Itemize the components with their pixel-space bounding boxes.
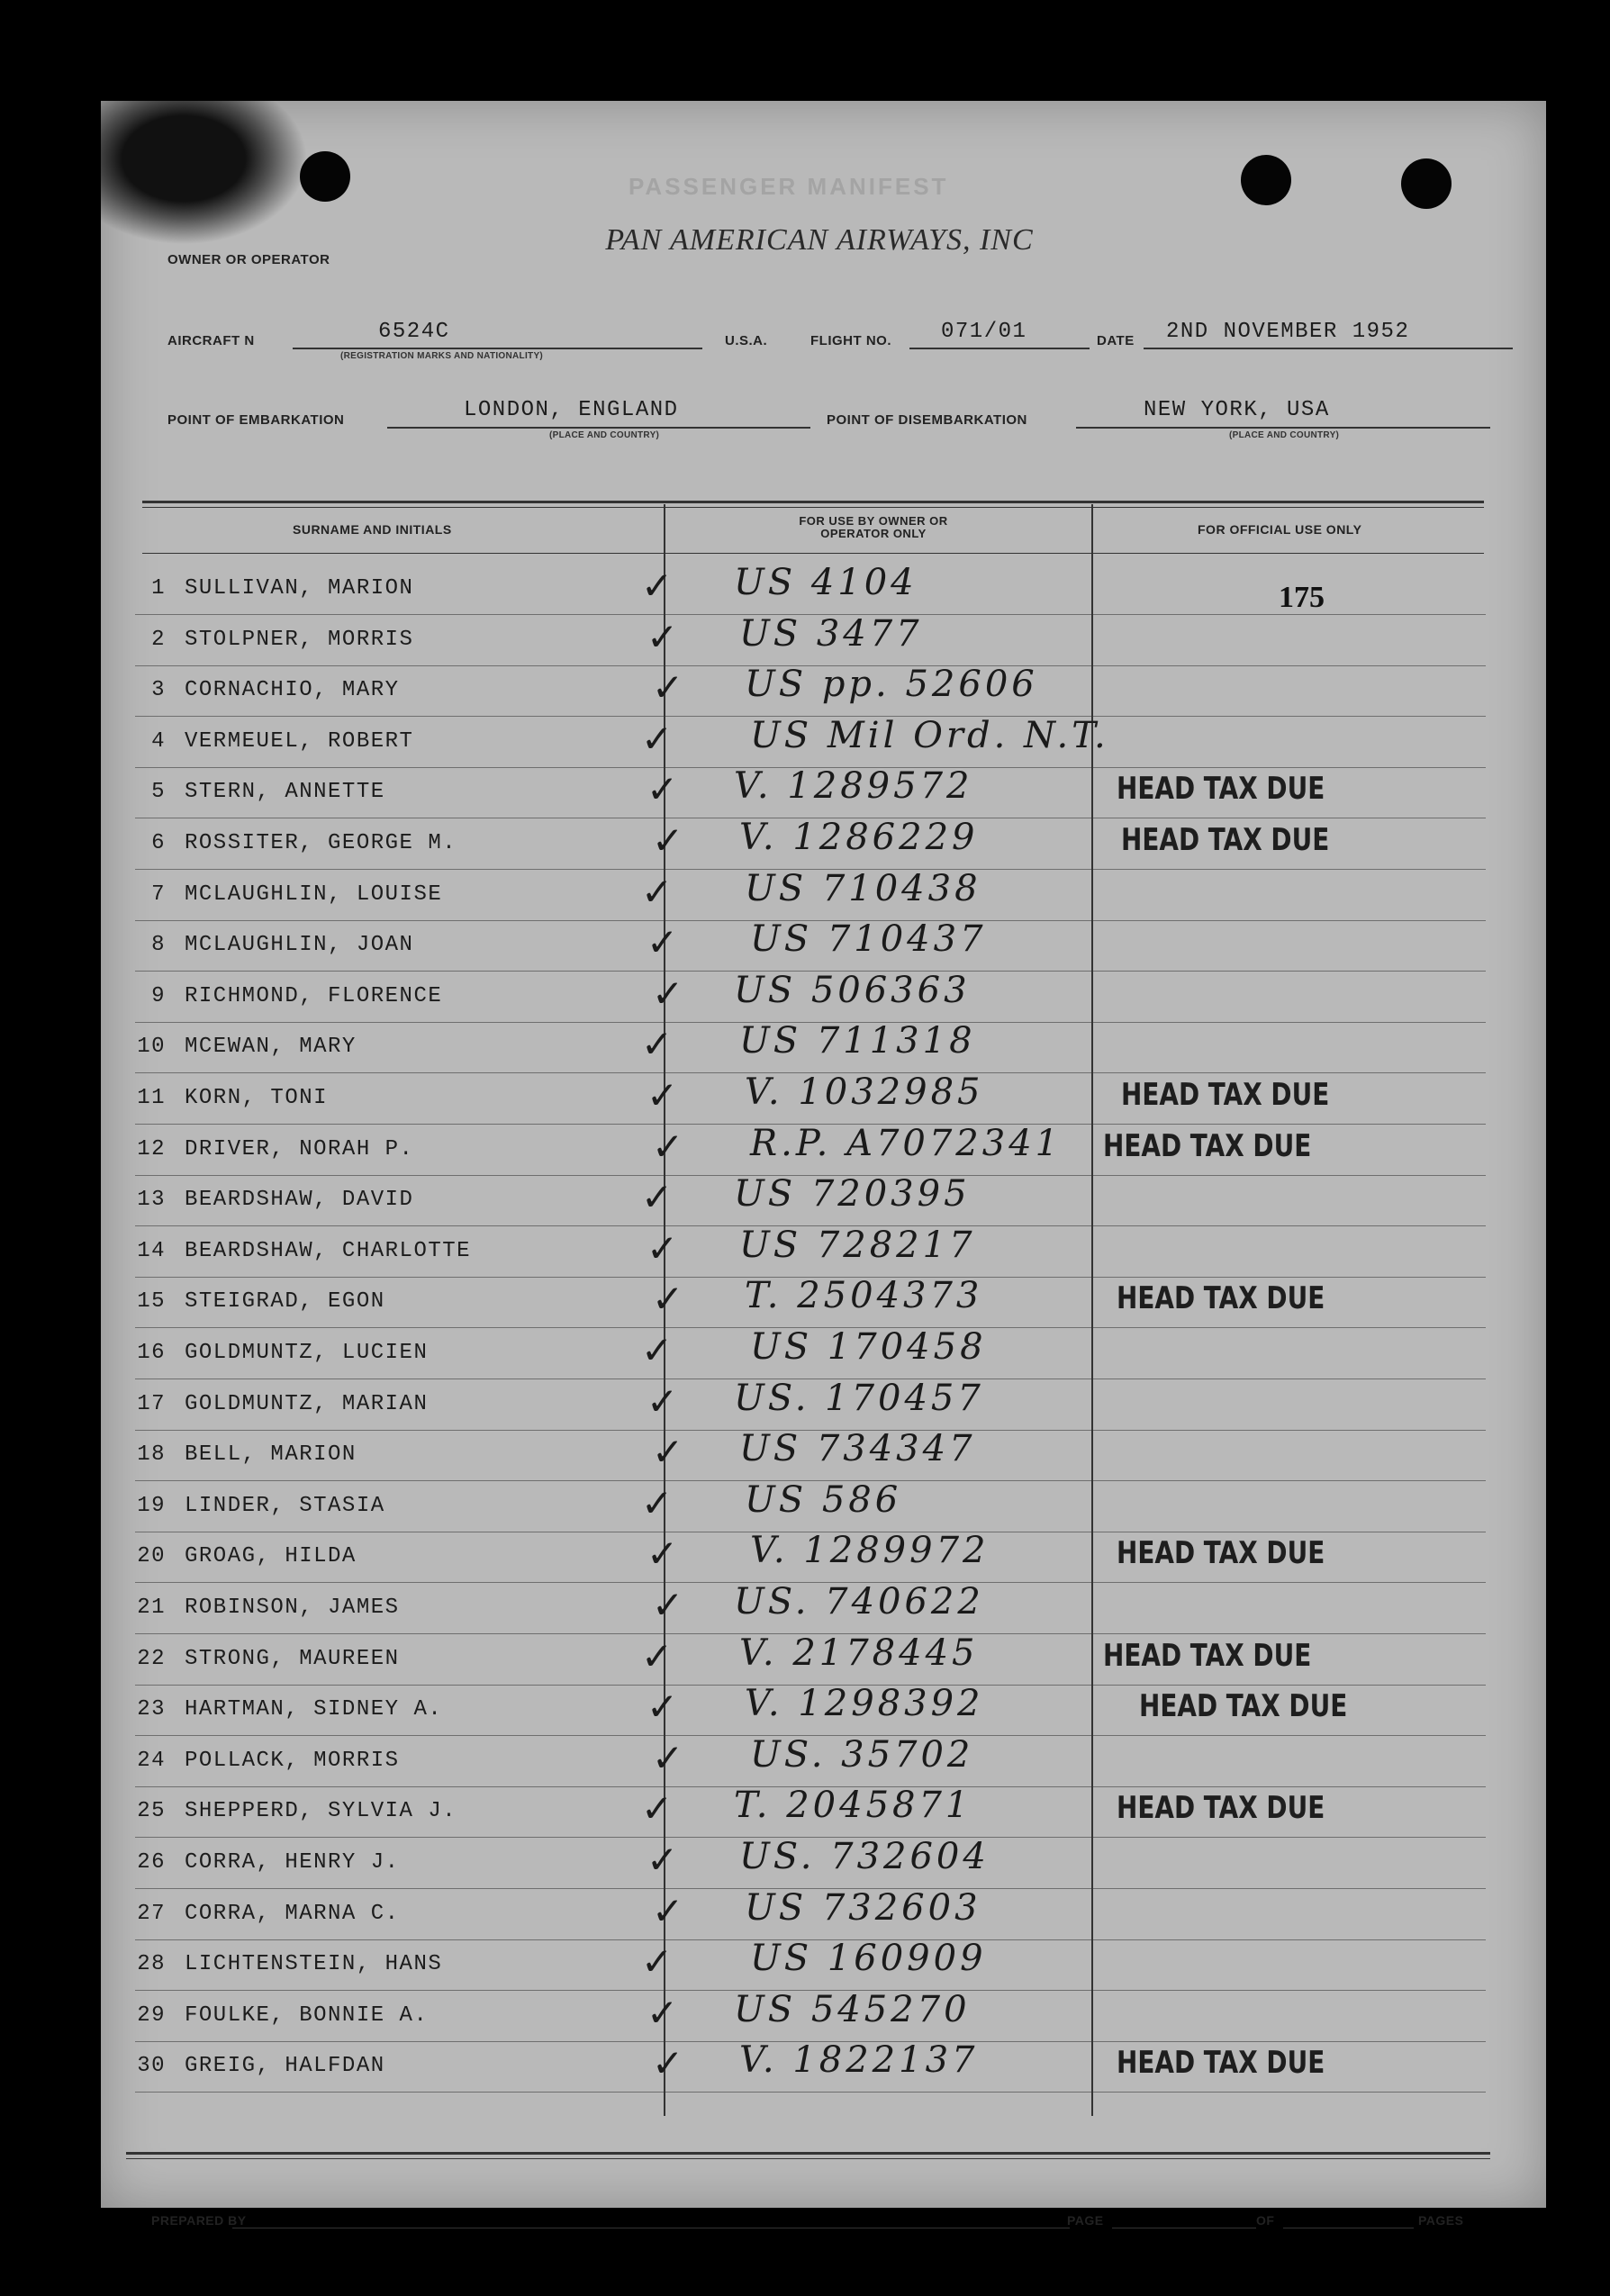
flight-label: FLIGHT NO. xyxy=(810,333,891,348)
row-number: 7 xyxy=(151,882,166,907)
embark-line xyxy=(387,427,810,429)
row-number: 25 xyxy=(137,1799,166,1823)
aircraft-line xyxy=(293,348,702,349)
document-number: R.P. A7072341 xyxy=(750,1123,1063,1164)
passenger-name: KORN, TONI xyxy=(185,1086,329,1110)
date-value: 2ND NOVEMBER 1952 xyxy=(1166,320,1410,344)
passenger-name: BEARDSHAW, DAVID xyxy=(185,1188,414,1212)
owner-label: OWNER OR OPERATOR xyxy=(167,252,330,267)
punch-hole xyxy=(300,151,350,202)
checkmark-icon: ✓ xyxy=(652,665,684,710)
head-tax-stamp: HEAD TAX DUE xyxy=(1121,822,1330,858)
disembark-value: NEW YORK, USA xyxy=(1144,398,1330,422)
document-number: US 732603 xyxy=(745,1887,981,1929)
row-number: 30 xyxy=(137,2054,166,2078)
passenger-name: POLLACK, MORRIS xyxy=(185,1749,400,1773)
col-header-surname: SURNAME AND INITIALS xyxy=(293,522,452,537)
checkmark-icon: ✓ xyxy=(641,1022,674,1066)
row-number: 17 xyxy=(137,1392,166,1416)
document-number: V. 1298392 xyxy=(745,1683,984,1724)
row-number: 3 xyxy=(151,678,166,702)
checkmark-icon: ✓ xyxy=(652,1889,684,1933)
passenger-name: GOLDMUNTZ, MARIAN xyxy=(185,1392,429,1416)
head-tax-stamp: HEAD TAX DUE xyxy=(1117,1790,1325,1826)
head-tax-stamp: HEAD TAX DUE xyxy=(1117,1280,1325,1316)
checkmark-icon: ✓ xyxy=(652,1736,684,1780)
checkmark-icon: ✓ xyxy=(647,767,679,811)
passenger-name: MCLAUGHLIN, JOAN xyxy=(185,933,414,957)
passenger-name: GROAG, HILDA xyxy=(185,1544,357,1568)
col-header-official: FOR OFFICIAL USE ONLY xyxy=(1198,522,1362,537)
form-header-faint: PASSENGER MANIFEST xyxy=(629,173,949,200)
disembark-line xyxy=(1076,427,1490,429)
checkmark-icon: ✓ xyxy=(641,1939,674,1984)
passenger-name: GOLDMUNTZ, LUCIEN xyxy=(185,1341,429,1365)
embark-value: LONDON, ENGLAND xyxy=(464,398,679,422)
row-number: 4 xyxy=(151,729,166,754)
row-number: 21 xyxy=(137,1595,166,1620)
registration-note: (REGISTRATION MARKS AND NATIONALITY) xyxy=(340,351,544,361)
checkmark-icon: ✓ xyxy=(647,1226,679,1270)
passenger-name: LINDER, STASIA xyxy=(185,1494,385,1518)
passenger-name: CORRA, MARNA C. xyxy=(185,1902,400,1926)
passenger-name: BEARDSHAW, CHARLOTTE xyxy=(185,1239,472,1263)
date-line xyxy=(1144,348,1513,349)
checkmark-icon: ✓ xyxy=(647,1379,679,1424)
prepared-by-label: PREPARED BY xyxy=(151,2213,247,2228)
head-tax-stamp: HEAD TAX DUE xyxy=(1139,1688,1348,1724)
document-number: V. 2178445 xyxy=(739,1632,979,1674)
table-top-rule xyxy=(142,501,1484,503)
row-number: 28 xyxy=(137,1952,166,1976)
passenger-name: LICHTENSTEIN, HANS xyxy=(185,1952,443,1976)
document-number: US 4104 xyxy=(734,562,918,603)
row-number: 8 xyxy=(151,933,166,957)
checkmark-icon: ✓ xyxy=(641,1634,674,1678)
document-number: US pp. 52606 xyxy=(745,664,1038,705)
row-number: 23 xyxy=(137,1697,166,1722)
checkmark-icon: ✓ xyxy=(641,564,674,608)
document-number: US 3477 xyxy=(739,613,923,655)
aircraft-value: 6524C xyxy=(378,320,450,344)
checkmark-icon: ✓ xyxy=(652,972,684,1016)
document-number: US 160909 xyxy=(750,1938,987,1979)
row-number: 27 xyxy=(137,1902,166,1926)
checkmark-icon: ✓ xyxy=(647,920,679,964)
table-bottom-rule xyxy=(126,2152,1490,2155)
row-number: 1 xyxy=(151,576,166,601)
passenger-name: ROBINSON, JAMES xyxy=(185,1595,400,1620)
document-number: T. 2045871 xyxy=(734,1785,972,1826)
passenger-name: BELL, MARION xyxy=(185,1442,357,1467)
row-number: 12 xyxy=(137,1137,166,1162)
document-number: US 734347 xyxy=(739,1428,976,1469)
checkmark-icon: ✓ xyxy=(652,1125,684,1169)
passenger-name: STERN, ANNETTE xyxy=(185,780,385,804)
row-number: 20 xyxy=(137,1544,166,1568)
passenger-name: FOULKE, BONNIE A. xyxy=(185,2003,429,2028)
row-number: 2 xyxy=(151,628,166,652)
passenger-name: DRIVER, NORAH P. xyxy=(185,1137,414,1162)
document-number: US 720395 xyxy=(734,1173,971,1215)
row-number: 29 xyxy=(137,2003,166,2028)
checkmark-icon: ✓ xyxy=(641,1786,674,1830)
flight-line xyxy=(909,348,1090,349)
date-label: DATE xyxy=(1097,333,1135,348)
row-number: 9 xyxy=(151,984,166,1008)
checkmark-icon: ✓ xyxy=(652,1277,684,1321)
passenger-name: STEIGRAD, EGON xyxy=(185,1289,385,1314)
checkmark-icon: ✓ xyxy=(641,1175,674,1219)
punch-hole xyxy=(1241,155,1291,205)
disembark-label: POINT OF DISEMBARKATION xyxy=(827,412,1027,428)
row-number: 24 xyxy=(137,1749,166,1773)
row-number: 15 xyxy=(137,1289,166,1314)
document-number: US 710438 xyxy=(745,868,981,909)
document-number: US. 170457 xyxy=(734,1378,984,1419)
flight-value: 071/01 xyxy=(941,320,1027,344)
row-number: 6 xyxy=(151,831,166,855)
passenger-name: VERMEUEL, ROBERT xyxy=(185,729,414,754)
table-top-rule-2 xyxy=(142,507,1484,508)
passenger-name: MCLAUGHLIN, LOUISE xyxy=(185,882,443,907)
checkmark-icon: ✓ xyxy=(647,1073,679,1117)
passenger-name: CORNACHIO, MARY xyxy=(185,678,400,702)
document-number: US 711318 xyxy=(739,1020,976,1062)
document-number: US 710437 xyxy=(750,918,987,960)
row-number: 10 xyxy=(137,1035,166,1059)
of-label: OF xyxy=(1256,2213,1275,2228)
document-number: US Mil Ord. N.T. xyxy=(750,715,1109,756)
header-underline xyxy=(142,553,1484,554)
checkmark-icon: ✓ xyxy=(652,1430,684,1474)
passenger-name: MCEWAN, MARY xyxy=(185,1035,357,1059)
page-label: PAGE xyxy=(1067,2213,1104,2228)
document-number: US. 740622 xyxy=(734,1581,984,1623)
row-number: 5 xyxy=(151,780,166,804)
row-number: 11 xyxy=(137,1086,166,1110)
row-number: 16 xyxy=(137,1341,166,1365)
checkmark-icon: ✓ xyxy=(647,1838,679,1882)
checkmark-icon: ✓ xyxy=(641,1328,674,1372)
checkmark-icon: ✓ xyxy=(641,1481,674,1525)
head-tax-stamp: HEAD TAX DUE xyxy=(1117,1535,1325,1571)
pages-label: PAGES xyxy=(1418,2213,1464,2228)
disembark-place-note: (PLACE AND COUNTRY) xyxy=(1229,430,1340,440)
passenger-name: SULLIVAN, MARION xyxy=(185,576,414,601)
checkmark-icon: ✓ xyxy=(652,1583,684,1627)
passenger-name: CORRA, HENRY J. xyxy=(185,1850,400,1875)
checkmark-icon: ✓ xyxy=(641,870,674,914)
passenger-name: SHEPPERD, SYLVIA J. xyxy=(185,1799,457,1823)
row-number: 19 xyxy=(137,1494,166,1518)
row-number: 26 xyxy=(137,1850,166,1875)
row-number: 22 xyxy=(137,1647,166,1671)
embark-place-note: (PLACE AND COUNTRY) xyxy=(549,430,660,440)
document-number: V. 1289972 xyxy=(750,1530,990,1571)
checkmark-icon: ✓ xyxy=(647,1532,679,1576)
usa-label: U.S.A. xyxy=(725,333,768,348)
aircraft-label: AIRCRAFT N xyxy=(167,333,255,348)
embark-label: POINT OF EMBARKATION xyxy=(167,412,345,428)
passenger-name: STRONG, MAUREEN xyxy=(185,1647,400,1671)
checkmark-icon: ✓ xyxy=(647,615,679,659)
passenger-name: HARTMAN, SIDNEY A. xyxy=(185,1697,443,1722)
passenger-name: GREIG, HALFDAN xyxy=(185,2054,385,2078)
checkmark-icon: ✓ xyxy=(652,818,684,863)
head-tax-stamp: HEAD TAX DUE xyxy=(1117,771,1325,807)
checkmark-icon: ✓ xyxy=(652,2041,684,2085)
document-number: US 545270 xyxy=(734,1989,971,2030)
checkmark-icon: ✓ xyxy=(647,1991,679,2035)
official-number: 175 xyxy=(1279,581,1325,614)
row-rule xyxy=(135,2092,1486,2093)
document-number: US 506363 xyxy=(734,970,971,1011)
passenger-name: ROSSITER, GEORGE M. xyxy=(185,831,457,855)
row-number: 14 xyxy=(137,1239,166,1263)
document-number: V. 1289572 xyxy=(734,765,973,807)
torn-corner xyxy=(101,101,308,245)
document-number: T. 2504373 xyxy=(745,1275,983,1316)
passenger-name: STOLPNER, MORRIS xyxy=(185,628,414,652)
document-number: US. 732604 xyxy=(739,1836,990,1877)
passenger-name: RICHMOND, FLORENCE xyxy=(185,984,443,1008)
punch-hole xyxy=(1401,158,1452,209)
document-number: V. 1822137 xyxy=(739,2039,979,2081)
row-number: 18 xyxy=(137,1442,166,1467)
document-number: US. 35702 xyxy=(750,1734,974,1776)
document-number: US 170458 xyxy=(750,1326,987,1368)
checkmark-icon: ✓ xyxy=(647,1685,679,1729)
document-number: V. 1286229 xyxy=(739,817,979,858)
table-bottom-rule-2 xyxy=(126,2158,1490,2159)
operator-name: PAN AMERICAN AIRWAYS, INC xyxy=(605,223,1034,257)
document-number: US 586 xyxy=(745,1479,902,1521)
head-tax-stamp: HEAD TAX DUE xyxy=(1117,2045,1325,2081)
document-number: US 728217 xyxy=(739,1225,976,1266)
head-tax-stamp: HEAD TAX DUE xyxy=(1103,1128,1312,1164)
document-number: V. 1032985 xyxy=(745,1071,984,1113)
col-header-owner: FOR USE BY OWNER OR OPERATOR ONLY xyxy=(799,514,948,540)
checkmark-icon: ✓ xyxy=(641,717,674,761)
row-number: 13 xyxy=(137,1188,166,1212)
head-tax-stamp: HEAD TAX DUE xyxy=(1103,1638,1312,1674)
head-tax-stamp: HEAD TAX DUE xyxy=(1121,1077,1330,1113)
